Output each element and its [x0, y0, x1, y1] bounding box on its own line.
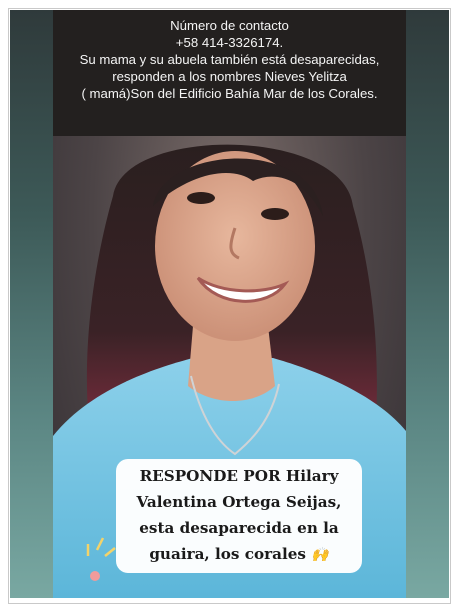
caption-location: guaira, los corales	[149, 545, 306, 563]
caption-line	[116, 541, 362, 568]
notice-line: responden a los nombres Nieves Yelitza	[112, 69, 347, 84]
missing-person-poster	[10, 10, 449, 598]
missing-caption	[116, 459, 362, 573]
right-eye	[261, 208, 289, 220]
raised-hands-icon: 🙌	[311, 547, 329, 563]
caption-line: esta desaparecida en la	[139, 519, 339, 537]
left-eye	[187, 192, 215, 204]
contact-notice	[53, 10, 406, 136]
notice-line: Su mama y su abuela también está desaparecidas,	[79, 52, 380, 67]
contact-phone: +58 414-3326174.	[175, 35, 284, 50]
caption-line: RESPONDE POR Hilary	[139, 467, 339, 485]
contact-heading: Número de contacto	[170, 18, 289, 33]
caption-line: Valentina Ortega Seijas,	[136, 493, 342, 511]
notice-line: ( mamá)Son del Edificio Bahía Mar de los Corales.	[81, 86, 378, 101]
